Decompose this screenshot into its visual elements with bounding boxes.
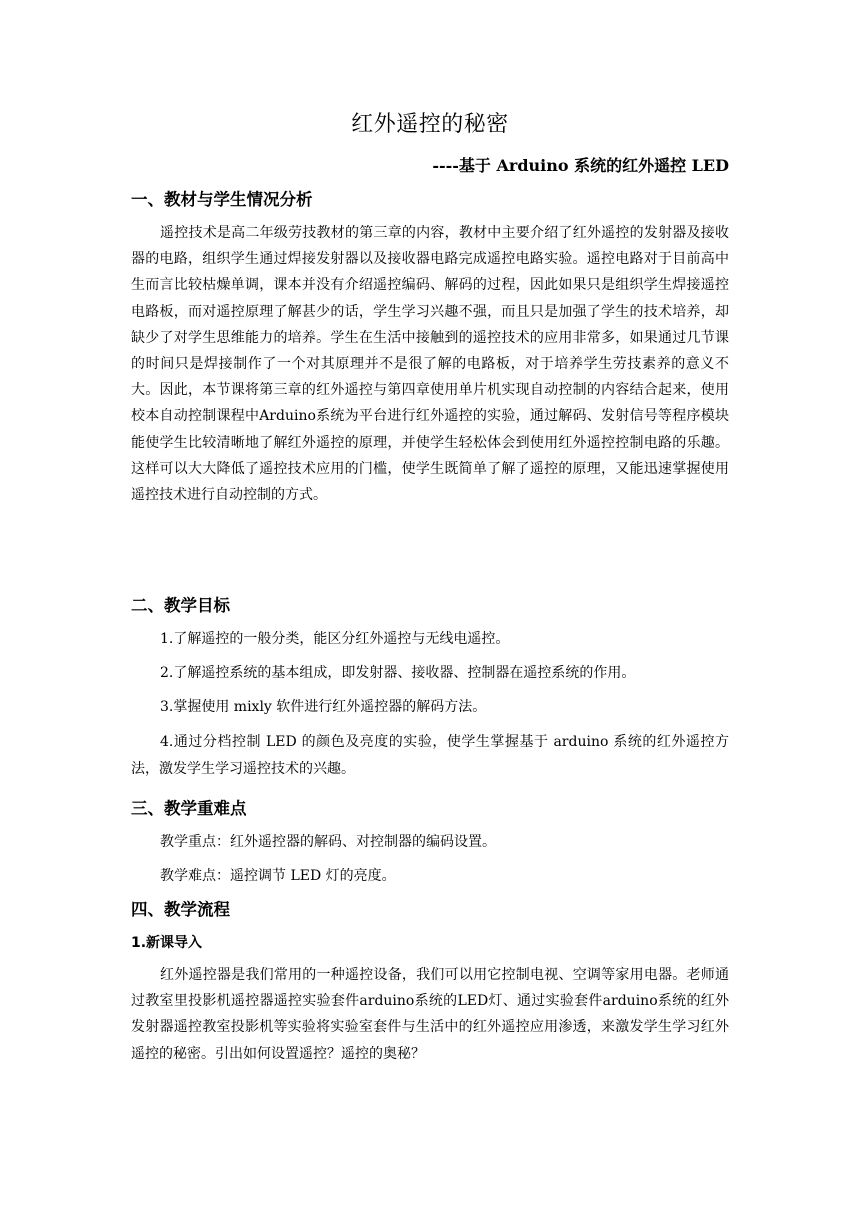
subsection-heading-intro: 1.新课导入 [131, 935, 203, 951]
objective-item: 3.掌握使用 mixly 软件进行红外遥控器的解码方法。 [160, 699, 487, 715]
objective-item: 4.通过分档控制 LED 的颜色及亮度的实验，使学生掌握基于 arduino 系统的红外遥控方法，激发学生学习遥控技术的兴趣。 [131, 734, 729, 777]
analysis-paragraph: 遥控技术是高二年级劳技教材的第三章的内容，教材中主要介绍了红外遥控的发射器及接收器的电路，组织学生通过焊接发射器以及接收器电路完成遥控电路实验。遥控电路对于目前高中生而言比较枯燥单调，课本并没有介绍遥控编码、解码的过程，因此如果只是组织学生焊接遥控电路板，而对遥控原理了解甚少的话，学生学习兴趣不强，而且只是加强了学生的技术培养，却缺少了对学生思维能力的培养。学生在生活中接触到的遥控技术的应用非常多，如果通过几节课的时间只是焊接制作了一个对其原理并不是很了解的电路板，对于培养学生劳技素养的意义不大。因此，本节课将第三章的红外遥控与第四章使用单片机实现自动控制的内容结合起来，使用校本自动控制课程中Arduino系统为平台进行红外遥控的实验，通过解码、发射信号等程序模块能使学生比较清晰地了解红外遥控的原理，并使学生轻松体会到使用红外遥控控制电路的乐趣。这样可以大大降低了遥控技术应用的门槛，使学生既简单了解了遥控的原理，又能迅速掌握使用遥控技术进行自动控制的方式。 [131, 225, 729, 504]
document-subtitle: ----基于 Arduino 系统的红外遥控 LED [432, 156, 729, 175]
section-heading-analysis: 一、教材与学生情况分析 [131, 190, 313, 209]
difficulty-item: 教学难点：遥控调节 LED 灯的亮度。 [160, 868, 396, 884]
key-point-item: 教学重点：红外遥控器的解码、对控制器的编码设置。 [160, 834, 496, 850]
objective-item: 1.了解遥控的一般分类，能区分红外遥控与无线电遥控。 [160, 631, 510, 647]
section-heading-process: 四、教学流程 [131, 900, 230, 919]
objective-item: 2.了解遥控系统的基本组成，即发射器、接收器、控制器在遥控系统的作用。 [160, 665, 636, 681]
intro-paragraph: 红外遥控器是我们常用的一种遥控设备，我们可以用它控制电视、空调等家用电器。老师通过教室里投影机遥控器遥控实验套件arduino系统的LED灯、通过实验套件arduino系统的红外发射器遥控教室投影机等实验将实验室套件与生活中的红外遥控应用渗透，来激发学生学习红外遥控的秘密。引出如何设置遥控？遥控的奥秘？ [131, 967, 729, 1062]
section-heading-key-points: 三、教学重难点 [131, 799, 247, 818]
document-title: 红外遥控的秘密 [351, 112, 509, 137]
section-heading-objectives: 二、教学目标 [131, 596, 230, 615]
